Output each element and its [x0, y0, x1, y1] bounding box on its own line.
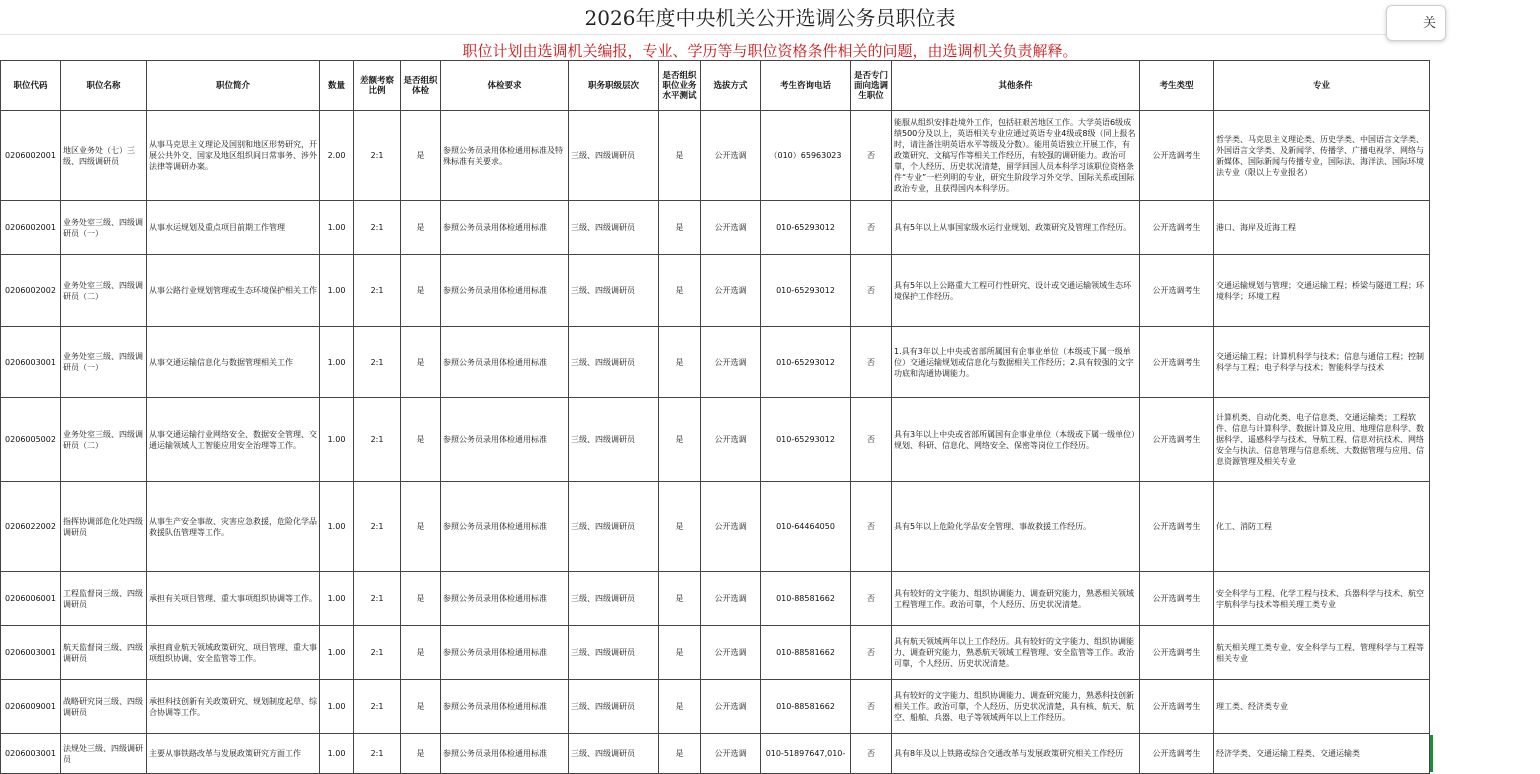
cell-phone[interactable]: 010-65293012 [761, 398, 851, 482]
cell-method[interactable]: 公开选调 [701, 201, 761, 255]
cell-code[interactable]: 0206003001 [1, 327, 61, 398]
cell-test[interactable]: 是 [659, 734, 701, 774]
header-row [1, 61, 1430, 111]
cell-code[interactable]: 0206002001 [1, 201, 61, 255]
cell-exam_req[interactable]: 参照公务员录用体检通用标准及特殊标准有关要求。 [441, 111, 569, 201]
cell-level[interactable]: 三级、四级调研员 [569, 572, 659, 626]
cell-type[interactable]: 公开选调考生 [1140, 327, 1214, 398]
cell-type[interactable]: 公开选调考生 [1140, 111, 1214, 201]
cell-major[interactable]: 港口、海岸及近海工程 [1214, 201, 1430, 255]
cell-exam_req[interactable]: 参照公务员录用体检通用标准 [441, 626, 569, 680]
cell-sel[interactable]: 否 [851, 327, 892, 398]
cell-intro[interactable]: 从事公路行业规划管理或生态环境保护相关工作 [147, 255, 320, 327]
cell-name[interactable]: 法规处三级、四级调研员 [61, 734, 147, 774]
column-header: 体检要求 [441, 61, 569, 111]
column-header: 考生咨询电话 [761, 61, 851, 111]
column-header: 专业 [1214, 61, 1430, 111]
cell-code[interactable]: 0206005002 [1, 398, 61, 482]
cell-ratio[interactable]: 2:1 [354, 327, 401, 398]
cell-test[interactable]: 是 [659, 255, 701, 327]
cell-method[interactable]: 公开选调 [701, 327, 761, 398]
cell-method[interactable]: 公开选调 [701, 482, 761, 572]
cell-type[interactable]: 公开选调考生 [1140, 201, 1214, 255]
cell-exam_req[interactable]: 参照公务员录用体检通用标准 [441, 398, 569, 482]
cell-name[interactable]: 航天监督岗三级、四级调研员 [61, 626, 147, 680]
cell-sel[interactable]: 否 [851, 572, 892, 626]
cell-method[interactable]: 公开选调 [701, 255, 761, 327]
cell-level[interactable]: 三级、四级调研员 [569, 327, 659, 398]
cell-qty[interactable]: 1.00 [320, 626, 354, 680]
cell-cond[interactable]: 具有航天领域两年以上工作经历。具有较好的文字能力、组织协调能力、调查研究能力，熟悉航天领域工程管理、安全监管等工作。政治可靠，个人经历、历史状况清楚。 [892, 626, 1140, 680]
cell-exam[interactable]: 是 [401, 482, 441, 572]
cell-method[interactable]: 公开选调 [701, 398, 761, 482]
cell-major[interactable]: 理工类、经济类专业 [1214, 680, 1430, 734]
table-row [1, 201, 1430, 255]
cell-phone[interactable]: 010-51897647,010- [761, 734, 851, 774]
cell-sel[interactable]: 否 [851, 398, 892, 482]
cell-exam[interactable]: 是 [401, 327, 441, 398]
cell-exam[interactable]: 是 [401, 111, 441, 201]
cell-ratio[interactable]: 2:1 [354, 626, 401, 680]
cell-code[interactable]: 0206003001 [1, 626, 61, 680]
cell-major[interactable]: 哲学类、马克思主义理论类、历史学类、中国语言文学类、外国语言文学类、及新闻学、传播学、广播电视学、网络与新媒体、国际新闻与传播专业，国际法、海洋法、国际环境法专业（限以上专业报名） [1214, 111, 1430, 201]
cell-ratio[interactable]: 2:1 [354, 680, 401, 734]
cell-sel[interactable]: 否 [851, 680, 892, 734]
cell-level[interactable]: 三级、四级调研员 [569, 734, 659, 774]
cell-test[interactable]: 是 [659, 327, 701, 398]
cell-ratio[interactable]: 2:1 [354, 111, 401, 201]
cell-exam[interactable]: 是 [401, 626, 441, 680]
cell-phone[interactable]: 010-88581662 [761, 626, 851, 680]
cell-method[interactable]: 公开选调 [701, 111, 761, 201]
cell-phone[interactable]: 010-65293012 [761, 255, 851, 327]
column-header: 是否组织体检 [401, 61, 441, 111]
cell-sel[interactable]: 否 [851, 626, 892, 680]
cell-phone[interactable]: 010-65293012 [761, 327, 851, 398]
cell-code[interactable]: 0206003001 [1, 734, 61, 774]
table-row [1, 327, 1430, 398]
cell-type[interactable]: 公开选调考生 [1140, 482, 1214, 572]
cell-cond[interactable]: 具有较好的文字能力、组织协调能力、调查研究能力，熟悉科技创新相关工作。政治可靠，个人经历、历史状况清楚，具有核、航天、航空、船舶、兵器、电子等领域两年以上工作经历。 [892, 680, 1140, 734]
cell-method[interactable]: 公开选调 [701, 734, 761, 774]
column-header: 职位简介 [147, 61, 320, 111]
cell-ratio[interactable]: 2:1 [354, 572, 401, 626]
column-header: 选拔方式 [701, 61, 761, 111]
table-row [1, 398, 1430, 482]
cell-cond[interactable]: 1.具有3年以上中央或省部所属国有企事业单位（本级或下属一级单位）交通运输规划或信息化与数据相关工作经历；2.具有较强的文字功底和沟通协调能力。 [892, 327, 1140, 398]
scroll-indicator[interactable] [1430, 735, 1433, 772]
column-header: 数量 [320, 61, 354, 111]
cell-exam_req[interactable]: 参照公务员录用体检通用标准 [441, 201, 569, 255]
cell-qty[interactable]: 1.00 [320, 572, 354, 626]
cell-intro[interactable]: 承担科技创新有关政策研究、规划制度起草、综合协调等工作。 [147, 680, 320, 734]
cell-phone[interactable]: 010-88581662 [761, 680, 851, 734]
cell-type[interactable]: 公开选调考生 [1140, 680, 1214, 734]
table-row [1, 572, 1430, 626]
cell-test[interactable]: 是 [659, 201, 701, 255]
cell-sel[interactable]: 否 [851, 111, 892, 201]
cell-phone[interactable]: 010-64464050 [761, 482, 851, 572]
cell-level[interactable]: 三级、四级调研员 [569, 482, 659, 572]
column-header: 是否组织职位业务水平测试 [659, 61, 701, 111]
column-header: 职务职级层次 [569, 61, 659, 111]
cell-level[interactable]: 三级、四级调研员 [569, 398, 659, 482]
page-subtitle: 职位计划由选调机关编报，专业、学历等与职位资格条件相关的问题，由选调机关负责解释。 [462, 42, 1078, 60]
cell-ratio[interactable]: 2:1 [354, 201, 401, 255]
cell-qty[interactable]: 1.00 [320, 482, 354, 572]
cell-name[interactable]: 地区业务处（七）三级、四级调研员 [61, 111, 147, 201]
cell-qty[interactable]: 1.00 [320, 327, 354, 398]
cell-sel[interactable]: 否 [851, 255, 892, 327]
cell-code[interactable]: 0206002002 [1, 255, 61, 327]
cell-name[interactable]: 工程监督岗三级、四级调研员 [61, 572, 147, 626]
cell-sel[interactable]: 否 [851, 734, 892, 774]
cell-level[interactable]: 三级、四级调研员 [569, 626, 659, 680]
cell-code[interactable]: 0206002001 [1, 111, 61, 201]
column-header: 职位代码 [1, 61, 61, 111]
cell-ratio[interactable]: 2:1 [354, 398, 401, 482]
cell-qty[interactable]: 1.00 [320, 201, 354, 255]
column-header: 职位名称 [61, 61, 147, 111]
cell-intro[interactable]: 从事交通运输信息化与数据管理相关工作 [147, 327, 320, 398]
cell-cond[interactable]: 具有5年以上危险化学品安全管理、事故救援工作经历。 [892, 482, 1140, 572]
cell-name[interactable]: 战略研究岗三级、四级调研员 [61, 680, 147, 734]
cell-exam_req[interactable]: 参照公务员录用体检通用标准 [441, 482, 569, 572]
table-row [1, 680, 1430, 734]
cell-name[interactable]: 指挥协调部危化处四级调研员 [61, 482, 147, 572]
cell-exam_req[interactable]: 参照公务员录用体检通用标准 [441, 255, 569, 327]
cell-type[interactable]: 公开选调考生 [1140, 626, 1214, 680]
cell-exam[interactable]: 是 [401, 201, 441, 255]
table-row [1, 111, 1430, 201]
cell-exam_req[interactable]: 参照公务员录用体检通用标准 [441, 572, 569, 626]
cell-exam[interactable]: 是 [401, 572, 441, 626]
cell-level[interactable]: 三级、四级调研员 [569, 201, 659, 255]
cell-name[interactable]: 业务处室三级、四级调研员（一） [61, 201, 147, 255]
cell-test[interactable]: 是 [659, 626, 701, 680]
cell-test[interactable]: 是 [659, 398, 701, 482]
close-button[interactable]: 关 [1386, 5, 1446, 41]
cell-intro[interactable]: 从事马克思主义理论及国别和地区形势研究，开展公共外交、国家及地区组织间日常事务、涉外法律等调研办案。 [147, 111, 320, 201]
cell-qty[interactable]: 1.00 [320, 680, 354, 734]
cell-phone[interactable]: 010-65293012 [761, 201, 851, 255]
cell-name[interactable]: 业务处室三级、四级调研员（二） [61, 255, 147, 327]
cell-cond[interactable]: 能服从组织安排赴境外工作，包括驻艰苦地区工作。大学英语6级成绩500分及以上，英语相关专业应通过英语专业4级或8级（同上报名时，请注备注明英语水平等级及分数）。能用英语独立开展工作，有政策研究、文稿写作等相关工作经历，有较强的调研能力。政治可靠，个人经历、历史状况清楚，留学回国人员本科学习该职位资格条件“专业”一栏列明的专业，研究生阶段学习外交学、国际关系或国际政治专业，且获得国内本科学历。 [892, 111, 1140, 201]
cell-phone[interactable]: （010）65963023 [761, 111, 851, 201]
cell-qty[interactable]: 1.00 [320, 255, 354, 327]
cell-intro[interactable]: 从事水运规划及重点项目前期工作管理 [147, 201, 320, 255]
cell-major[interactable]: 交通运输工程；计算机科学与技术；信息与通信工程；控制科学与工程；电子科学与技术；智能科学与技术 [1214, 327, 1430, 398]
cell-exam_req[interactable]: 参照公务员录用体检通用标准 [441, 327, 569, 398]
column-header: 是否专门面向选调生职位 [851, 61, 892, 111]
cell-cond[interactable]: 具有3年以上中央或省部所属国有企事业单位（本级或下属一级单位）规划、科研、信息化、网络安全、保密等岗位工作经历。 [892, 398, 1140, 482]
cell-intro[interactable]: 承担商业航天领域政策研究、项目管理、重大事项组织协调、安全监管等工作。 [147, 626, 320, 680]
cell-test[interactable]: 是 [659, 482, 701, 572]
cell-type[interactable]: 公开选调考生 [1140, 734, 1214, 774]
table-row [1, 734, 1430, 774]
cell-phone[interactable]: 010-88581662 [761, 572, 851, 626]
cell-level[interactable]: 三级、四级调研员 [569, 111, 659, 201]
table-row [1, 626, 1430, 680]
cell-method[interactable]: 公开选调 [701, 626, 761, 680]
cell-intro[interactable]: 从事生产安全事故、灾害应急救援，危险化学品救援队伍管理等工作。 [147, 482, 320, 572]
cell-exam[interactable]: 是 [401, 734, 441, 774]
cell-level[interactable]: 三级、四级调研员 [569, 255, 659, 327]
cell-type[interactable]: 公开选调考生 [1140, 398, 1214, 482]
cell-major[interactable]: 交通运输规划与管理；交通运输工程；桥梁与隧道工程；环境科学；环境工程 [1214, 255, 1430, 327]
cell-intro[interactable]: 承担有关项目管理、重大事项组织协调等工作。 [147, 572, 320, 626]
cell-cond[interactable]: 具有5年以上从事国家级水运行业规划、政策研究及管理工作经历。 [892, 201, 1140, 255]
cell-exam[interactable]: 是 [401, 398, 441, 482]
cell-cond[interactable]: 具有8年及以上铁路或综合交通改革与发展政策研究相关工作经历 [892, 734, 1140, 774]
cell-code[interactable]: 0206022002 [1, 482, 61, 572]
table-row [1, 482, 1430, 572]
cell-type[interactable]: 公开选调考生 [1140, 572, 1214, 626]
cell-intro[interactable]: 主要从事铁路改革与发展政策研究方面工作 [147, 734, 320, 774]
cell-level[interactable]: 三级、四级调研员 [569, 680, 659, 734]
cell-test[interactable]: 是 [659, 680, 701, 734]
title-divider [0, 34, 1433, 35]
cell-qty[interactable]: 2.00 [320, 111, 354, 201]
cell-ratio[interactable]: 2:1 [354, 734, 401, 774]
cell-code[interactable]: 0206009001 [1, 680, 61, 734]
cell-qty[interactable]: 1.00 [320, 734, 354, 774]
cell-sel[interactable]: 否 [851, 201, 892, 255]
cell-major[interactable]: 计算机类、自动化类、电子信息类、交通运输类；工程软件、信息与计算科学、数据计算及应用、地理信息科学、数据科学、遥感科学与技术、导航工程、信息对抗技术、网络安全与执法、信息管理与信息系统、大数据管理与应用、信息资源管理及相关专业 [1214, 398, 1430, 482]
cell-major[interactable]: 经济学类、交通运输工程类、交通运输类 [1214, 734, 1430, 774]
column-header: 其他条件 [892, 61, 1140, 111]
cell-method[interactable]: 公开选调 [701, 680, 761, 734]
column-header: 差额考察比例 [354, 61, 401, 111]
table-row [1, 255, 1430, 327]
cell-method[interactable]: 公开选调 [701, 572, 761, 626]
cell-test[interactable]: 是 [659, 111, 701, 201]
cell-major[interactable]: 安全科学与工程、化学工程与技术、兵器科学与技术、航空宇航科学与技术等相关理工类专业 [1214, 572, 1430, 626]
cell-exam[interactable]: 是 [401, 255, 441, 327]
cell-cond[interactable]: 具有5年以上公路重大工程可行性研究、设计或交通运输领域生态环境保护工作经历。 [892, 255, 1140, 327]
cell-code[interactable]: 0206006001 [1, 572, 61, 626]
cell-type[interactable]: 公开选调考生 [1140, 255, 1214, 327]
cell-ratio[interactable]: 2:1 [354, 482, 401, 572]
cell-major[interactable]: 化工、消防工程 [1214, 482, 1430, 572]
cell-exam_req[interactable]: 参照公务员录用体检通用标准 [441, 680, 569, 734]
cell-intro[interactable]: 从事交通运输行业网络安全、数据安全管理、交通运输领域人工智能应用安全治理等工作。 [147, 398, 320, 482]
cell-name[interactable]: 业务处室三级、四级调研员（二） [61, 398, 147, 482]
cell-exam_req[interactable]: 参照公务员录用体检通用标准 [441, 734, 569, 774]
column-header: 考生类型 [1140, 61, 1214, 111]
cell-major[interactable]: 航天相关理工类专业、安全科学与工程、管理科学与工程等相关专业 [1214, 626, 1430, 680]
cell-test[interactable]: 是 [659, 572, 701, 626]
cell-name[interactable]: 业务处室三级、四级调研员（一） [61, 327, 147, 398]
page-title: 2026年度中央机关公开选调公务员职位表 [584, 6, 956, 30]
cell-cond[interactable]: 具有较好的文字能力、组织协调能力、调查研究能力，熟悉相关领域工程管理工作。政治可靠，个人经历、历史状况清楚。 [892, 572, 1140, 626]
cell-sel[interactable]: 否 [851, 482, 892, 572]
position-table [0, 60, 1430, 774]
cell-qty[interactable]: 1.00 [320, 398, 354, 482]
cell-ratio[interactable]: 2:1 [354, 255, 401, 327]
cell-exam[interactable]: 是 [401, 680, 441, 734]
